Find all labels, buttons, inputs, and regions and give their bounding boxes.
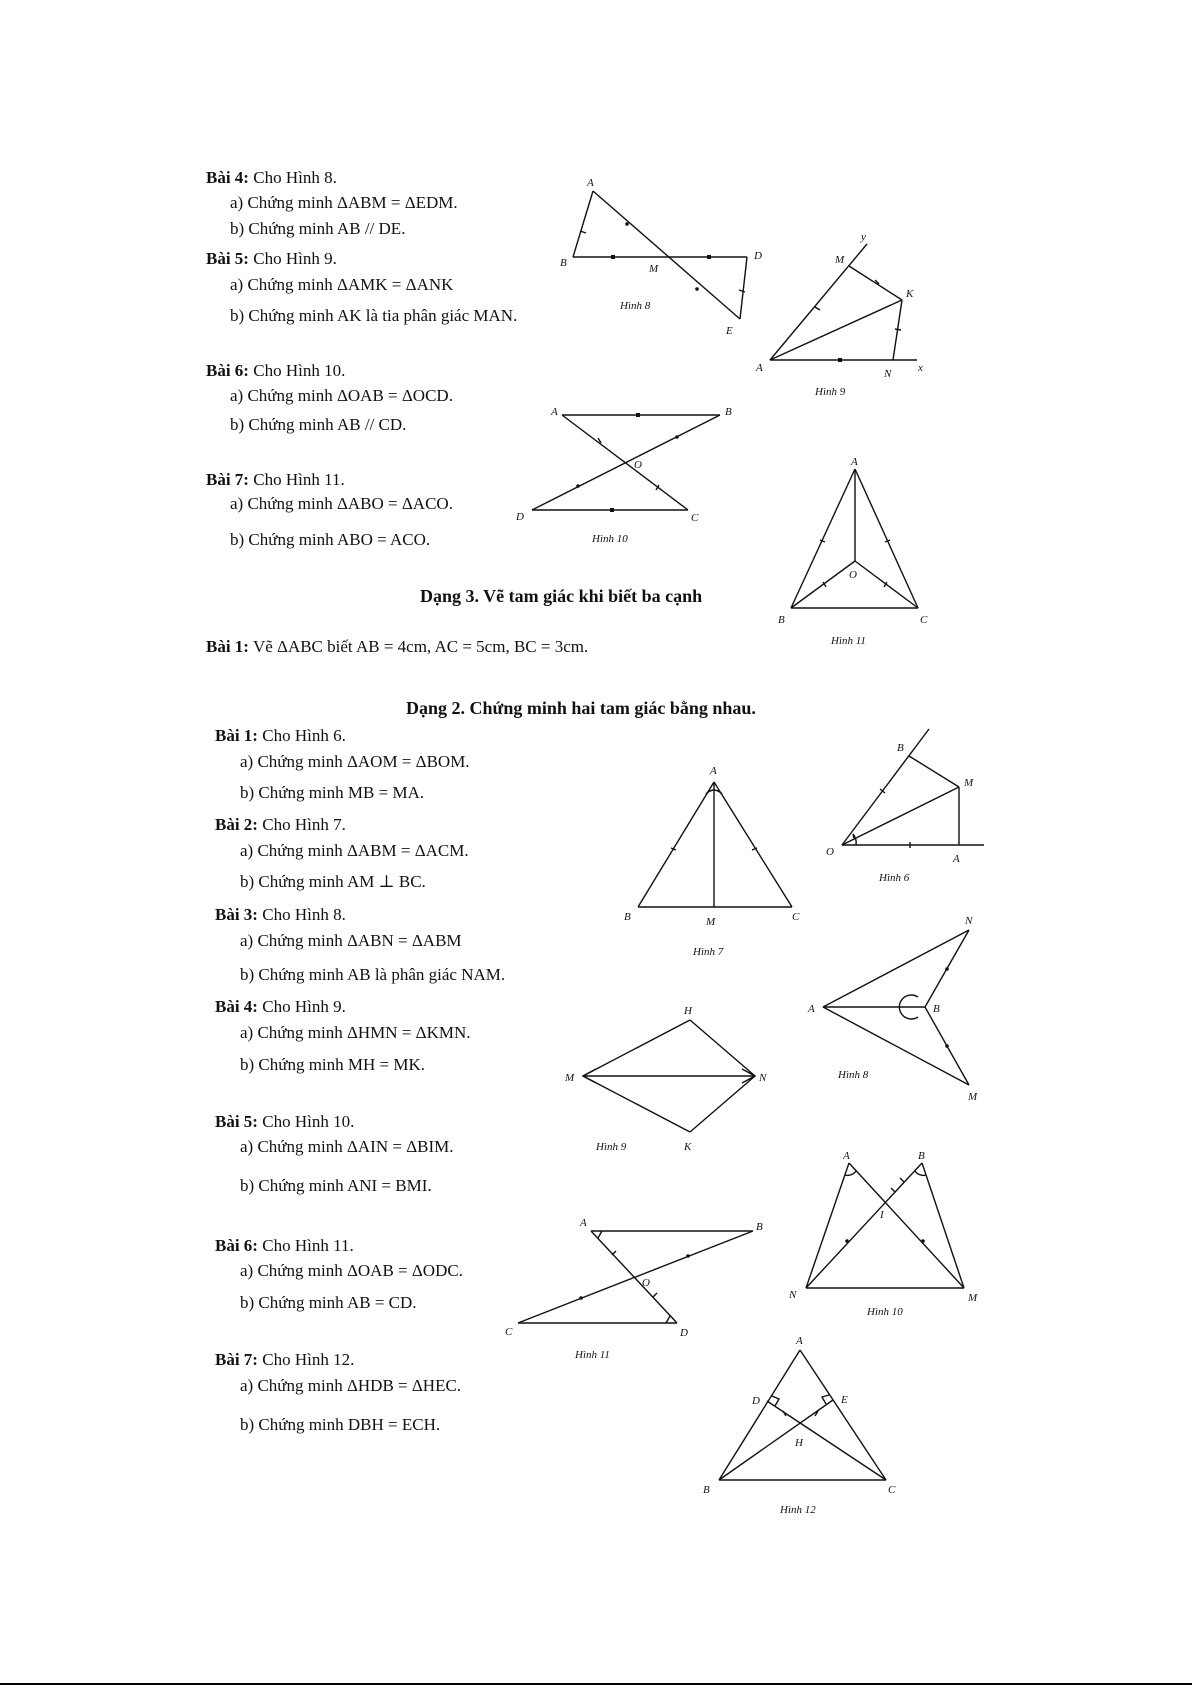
fig9b-label-H: H xyxy=(684,1005,692,1017)
fig10a-label-O: O xyxy=(634,459,642,471)
d2-problem-6-title: Bài 6: Cho Hình 11. xyxy=(215,1236,354,1255)
fig10b-label-M: M xyxy=(968,1292,978,1304)
fig10a-caption: Hình 10 xyxy=(592,533,628,545)
fig8b-label-B: B xyxy=(933,1003,940,1015)
problem-5-part-a: a) Chứng minh ΔAMK = ΔANK xyxy=(230,275,454,294)
fig12-label-E: E xyxy=(841,1394,848,1406)
fig10a-label-D: D xyxy=(516,511,524,523)
d2-problem-7-part-a: a) Chứng minh ΔHDB = ΔHEC. xyxy=(240,1376,462,1395)
problem-7-title: Bài 7: Cho Hình 11. xyxy=(206,470,345,489)
d2-problem-1-title: Bài 1: Cho Hình 6. xyxy=(215,726,346,745)
fig10a-label-C: C xyxy=(691,512,699,524)
fig12-label-A: A xyxy=(796,1335,803,1347)
d2-problem-1-part-b: b) Chứng minh MB = MA. xyxy=(240,783,425,802)
fig8a-label-A: A xyxy=(587,177,594,189)
figure-11b xyxy=(505,1217,763,1361)
fig10b-caption: Hình 10 xyxy=(867,1306,903,1318)
fig6-label-B: B xyxy=(897,742,904,754)
figure-11a xyxy=(778,456,928,647)
fig12-label-B: B xyxy=(703,1484,710,1496)
fig9a-label-K: K xyxy=(906,288,914,300)
fig12-label-H: H xyxy=(795,1437,803,1449)
fig7-label-A: A xyxy=(710,765,717,777)
d2-problem-2-part-a: a) Chứng minh ΔABM = ΔACM. xyxy=(240,841,469,860)
fig9a-label-y: y xyxy=(861,231,866,243)
d2-problem-2-title: Bài 2: Cho Hình 7. xyxy=(215,815,346,834)
fig7-label-B: B xyxy=(624,911,631,923)
figure-12 xyxy=(703,1335,896,1516)
problem-6-title: Bài 6: Cho Hình 10. xyxy=(206,361,346,380)
fig11b-label-D: D xyxy=(680,1327,688,1339)
fig10b-label-A: A xyxy=(843,1150,850,1162)
fig6-caption: Hình 6 xyxy=(879,872,910,884)
heading-dang-3: Dạng 3. Vẽ tam giác khi biết ba cạnh xyxy=(420,586,703,606)
d2-problem-5-part-b: b) Chứng minh ANI = BMI. xyxy=(240,1176,432,1195)
figure-8a xyxy=(560,177,762,337)
fig12-label-D: D xyxy=(752,1395,760,1407)
problem-6-part-a: a) Chứng minh ΔOAB = ΔOCD. xyxy=(230,386,453,405)
fig11a-caption: Hình 11 xyxy=(831,635,866,647)
fig11b-label-A: A xyxy=(580,1217,587,1229)
problem-7-part-a: a) Chứng minh ΔABO = ΔACO. xyxy=(230,494,453,513)
fig11a-label-A: A xyxy=(851,456,858,468)
fig8a-label-D: D xyxy=(754,250,762,262)
fig11b-caption: Hình 11 xyxy=(575,1349,610,1361)
fig11a-label-C: C xyxy=(920,614,928,626)
d2-problem-4-part-a: a) Chứng minh ΔHMN = ΔKMN. xyxy=(240,1023,471,1042)
d2-problem-1-part-a: a) Chứng minh ΔAOM = ΔBOM. xyxy=(240,752,470,771)
d2-problem-3-part-b: b) Chứng minh AB là phân giác NAM. xyxy=(240,965,506,984)
problem-5-part-b: b) Chứng minh AK là tia phân giác MAN. xyxy=(230,306,518,325)
fig6-label-A: A xyxy=(953,853,960,865)
d2-problem-5-part-a: a) Chứng minh ΔAIN = ΔBIM. xyxy=(240,1137,454,1156)
fig9b-label-K: K xyxy=(684,1141,692,1153)
d2-problem-3-part-a: a) Chứng minh ΔABN = ΔABM xyxy=(240,931,462,950)
fig6-label-M: M xyxy=(964,777,974,789)
dang3-problem-1: Bài 1: Vẽ ΔABC biết AB = 4cm, AC = 5cm, BC = 3cm. xyxy=(206,637,589,656)
fig9b-label-N: N xyxy=(759,1072,767,1084)
fig11a-label-B: B xyxy=(778,614,785,626)
fig8a-label-E: E xyxy=(726,325,733,337)
fig9a-label-x: x xyxy=(918,362,923,374)
d2-problem-7-title: Bài 7: Cho Hình 12. xyxy=(215,1350,355,1369)
fig9b-caption: Hình 9 xyxy=(596,1141,627,1153)
fig11b-label-C: C xyxy=(505,1326,513,1338)
fig12-caption: Hình 12 xyxy=(780,1504,816,1516)
fig8b-caption: Hình 8 xyxy=(838,1069,869,1081)
problem-4-part-b: b) Chứng minh AB // DE. xyxy=(230,219,406,238)
fig10a-label-A: A xyxy=(551,406,558,418)
problem-5-title: Bài 5: Cho Hình 9. xyxy=(206,249,337,268)
d2-problem-7-part-b: b) Chứng minh DBH = ECH. xyxy=(240,1415,441,1434)
fig7-label-M: M xyxy=(706,916,716,928)
fig8b-label-A: A xyxy=(808,1003,815,1015)
d2-problem-2-part-b: b) Chứng minh AM ⊥ BC. xyxy=(240,872,426,891)
d2-problem-4-part-b: b) Chứng minh MH = MK. xyxy=(240,1055,426,1074)
d2-problem-5-title: Bài 5: Cho Hình 10. xyxy=(215,1112,355,1131)
fig8b-label-M: M xyxy=(968,1091,978,1103)
fig9b-label-M: M xyxy=(565,1072,575,1084)
fig6-label-O: O xyxy=(826,846,834,858)
figure-9b xyxy=(564,1005,767,1153)
d2-problem-4-title: Bài 4: Cho Hình 9. xyxy=(215,997,346,1016)
problem-4-part-a: a) Chứng minh ΔABM = ΔEDM. xyxy=(230,193,458,212)
figure-9a xyxy=(755,231,923,398)
fig12-label-C: C xyxy=(888,1484,896,1496)
fig8a-label-M: M xyxy=(649,263,659,275)
fig9a-caption: Hình 9 xyxy=(815,386,846,398)
fig9a-label-A: A xyxy=(756,362,763,374)
fig7-caption: Hình 7 xyxy=(693,946,724,958)
fig10b-label-I: I xyxy=(880,1209,884,1221)
fig8a-caption: Hình 8 xyxy=(620,300,651,312)
fig7-label-C: C xyxy=(792,911,800,923)
figure-6 xyxy=(826,729,984,884)
fig10a-label-B: B xyxy=(725,406,732,418)
figure-10a xyxy=(515,406,732,545)
d2-problem-6-part-a: a) Chứng minh ΔOAB = ΔODC. xyxy=(240,1261,463,1280)
d2-problem-6-part-b: b) Chứng minh AB = CD. xyxy=(240,1293,417,1312)
fig11b-label-O: O xyxy=(642,1277,650,1289)
problem-6-part-b: b) Chứng minh AB // CD. xyxy=(230,415,407,434)
d2-problem-3-title: Bài 3: Cho Hình 8. xyxy=(215,905,346,924)
fig10b-label-B: B xyxy=(918,1150,925,1162)
problem-4-title: Bài 4: Cho Hình 8. xyxy=(206,168,337,187)
figure-10b xyxy=(788,1150,978,1318)
problem-7-part-b: b) Chứng minh ABO = ACO. xyxy=(230,530,431,549)
fig8a-label-B: B xyxy=(560,257,567,269)
fig11a-label-O: O xyxy=(849,569,857,581)
fig8b-label-N: N xyxy=(965,915,973,927)
figure-8b xyxy=(807,915,978,1103)
fig11b-label-B: B xyxy=(756,1221,763,1233)
fig9a-label-N: N xyxy=(884,368,892,380)
figure-7 xyxy=(624,765,800,958)
fig9a-label-M: M xyxy=(835,254,845,266)
heading-dang-2: Dạng 2. Chứng minh hai tam giác bằng nhau. xyxy=(406,698,756,718)
fig10b-label-N: N xyxy=(789,1289,797,1301)
